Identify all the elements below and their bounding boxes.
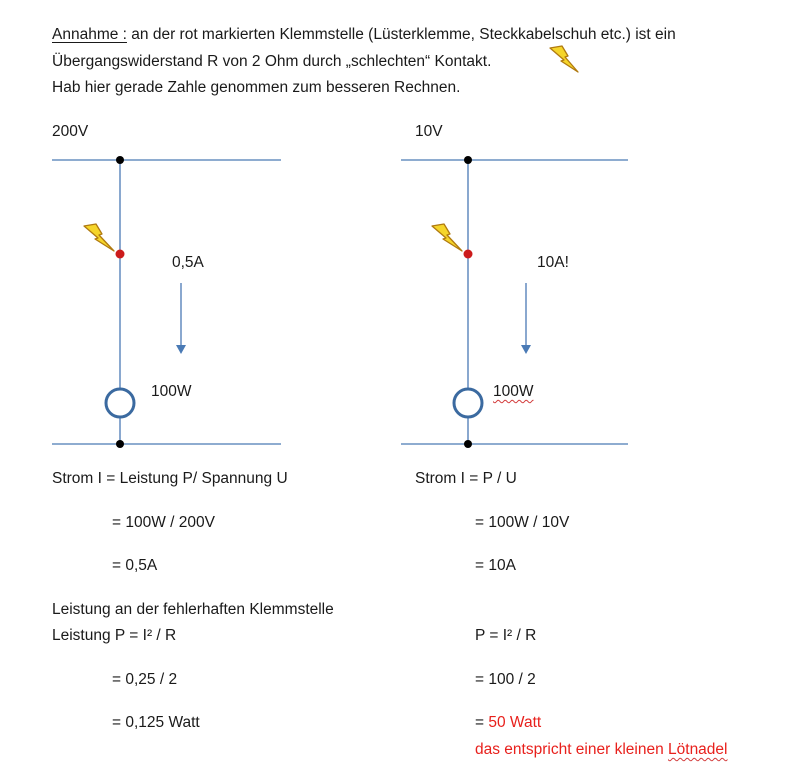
- right-step-2: = 10A: [475, 557, 516, 574]
- right-result-note: [475, 741, 728, 759]
- right-power-step-1: = 100 / 2: [475, 671, 536, 688]
- left-load-circle-icon: [106, 389, 134, 417]
- right-result-value: 50 Watt: [488, 714, 542, 731]
- right-note-prefix: das entspricht einer kleinen: [475, 741, 669, 758]
- right-bottom-node: [464, 440, 472, 448]
- right-power-result: [475, 714, 541, 732]
- right-formula: Strom I = P / U: [415, 470, 517, 487]
- right-voltage-label: 10V: [415, 123, 443, 140]
- right-load-label: 100W: [493, 383, 534, 400]
- right-load-circle-icon: [454, 389, 482, 417]
- right-top-node: [464, 156, 472, 164]
- right-result-prefix: =: [475, 714, 489, 731]
- intro-line-2: Übergangswiderstand R von 2 Ohm durch „schlechten“ Kontakt.: [52, 53, 492, 70]
- lightning-bolt-icon: [82, 222, 118, 256]
- right-note-word: Lötnadel: [668, 741, 728, 758]
- right-power-formula: P = I² / R: [475, 627, 537, 644]
- left-formula: Strom I = Leistung P/ Spannung U: [52, 470, 288, 487]
- left-step-2: = 0,5A: [112, 557, 158, 574]
- left-voltage-label: 200V: [52, 123, 89, 140]
- left-power-heading: Leistung an der fehlerhaften Klemmstelle: [52, 601, 334, 618]
- right-step-1: = 100W / 10V: [475, 514, 570, 531]
- left-power-step-2: = 0,125 Watt: [112, 714, 200, 731]
- left-top-node: [116, 156, 124, 164]
- intro-line-3: Hab hier gerade Zahle genommen zum besseren Rechnen.: [52, 79, 461, 96]
- left-load-label: 100W: [151, 383, 192, 400]
- right-current-label: 10A!: [537, 254, 569, 271]
- lightning-bolt-icon: [430, 222, 466, 256]
- left-current-label: 0,5A: [172, 254, 204, 271]
- intro-line-1-text: an der rot markierten Klemmstelle (Lüsterklemme, Steckkabelschuh etc.) ist ein: [126, 26, 676, 43]
- annahme-label: Annahme :: [52, 26, 127, 43]
- left-step-1: = 100W / 200V: [112, 514, 215, 531]
- left-bottom-node: [116, 440, 124, 448]
- left-power-formula: Leistung P = I² / R: [52, 627, 177, 644]
- left-power-step-1: = 0,25 / 2: [112, 671, 178, 688]
